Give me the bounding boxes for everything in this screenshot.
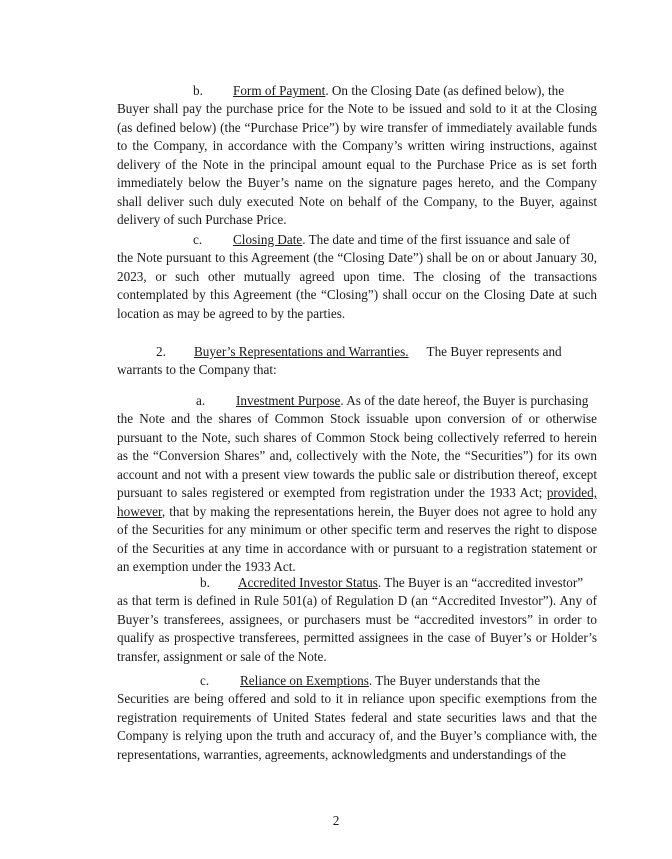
section-lead-text: The Buyer represents and: [426, 344, 562, 359]
section-c-reliance-heading-line: [200, 672, 540, 691]
section-2-body: warrants to the Company that:: [117, 362, 277, 377]
section-a-investment-heading-line: [196, 392, 588, 411]
section-lead-text: . The date and time of the first issuance and sale of: [302, 232, 571, 247]
section-b-payment-heading-line: [193, 82, 564, 101]
section-b-accredited-body: as that term is defined in Rule 501(a) of Regulation D (an “Accredited Investor”). Any of Buyer’s transferees, assignees, or purchasers must be “accredited investors” in order to qualify as prospective transferees, permitted assignees in the case of Buyer’s or Holder’s transfer, assignment or sale of the Note.: [117, 593, 597, 664]
body-text-1: the Note and the shares of Common Stock issuable upon conversion of or otherwise pursuant to the Note, such shares of Common Stock being collectively referred to herein as the “Conversion Shares” and, collectively with the Note, the “Securities”) for its own account and not with a present view towards the public sale or distribution thereof, except pursuant to sales registered or exempted from registration under the 1933 Act;: [117, 411, 597, 500]
section-letter: a.: [196, 393, 206, 408]
section-b-payment-body: Buyer shall pay the purchase price for the Note to be issued and sold to it at the Closing (as defined below) (the “Purchase Price”) by wire transfer of immediately available funds to the Company, in accordance with the Company’s written wiring instructions, against delivery of the Note in the principal amount equal to the Purchase Price as is set forth immediately below the Buyer’s name on the signature pages hereto, and the Company shall deliver such duly executed Note on behalf of the Company, to the Buyer, against delivery of such Purchase Price.: [117, 101, 597, 227]
section-lead-text: . As of the date hereof, the Buyer is purchasing: [340, 393, 589, 408]
body-text-2: , that by making the representations herein, the Buyer does not agree to hold any of the Securities for any minimum or other specific term and reserves the right to dispose of the Securities at any time in accordance with or pursuant to a registration statement or an exemption under the 1933 Act.: [117, 503, 597, 574]
section-heading: Closing Date: [233, 232, 303, 247]
section-number: 2.: [156, 344, 166, 359]
section-c-closing-body: the Note pursuant to this Agreement (the “Closing Date”) shall be on or about January 30, 2023, or such other mutually agreed upon time. The closing of the transactions contemplated by this Agreement (the “Closing”) shall occur on the Closing Date at such location as may be agreed to by the parties.: [117, 250, 597, 321]
page-number: 2: [332, 813, 340, 828]
section-letter: b.: [193, 83, 203, 98]
section-letter: b.: [200, 575, 210, 590]
section-letter: c.: [193, 232, 203, 247]
section-2-heading-line: [156, 343, 562, 362]
section-a-investment-body: [117, 410, 597, 574]
section-heading: Reliance on Exemptions: [240, 673, 369, 688]
section-c-reliance-body: Securities are being offered and sold to it in reliance upon specific exemptions from the registration requirements of United States federal and state securities laws and that the Company is relying upon the truth and accuracy of, and the Buyer’s compliance with, the representations, warranties, agreements, acknowledgments and understandings of the: [117, 691, 597, 762]
section-heading: Investment Purpose: [236, 393, 341, 408]
section-lead-text: . The Buyer is an “accredited investor”: [377, 575, 584, 590]
section-b-accredited-heading-line: [200, 574, 583, 593]
section-lead-text: . On the Closing Date (as defined below), the: [325, 83, 565, 98]
section-heading: Form of Payment: [233, 83, 326, 98]
section-heading: Buyer’s Representations and Warranties.: [194, 344, 409, 359]
proviso-term: provided, however: [117, 485, 597, 519]
section-heading: Accredited Investor Status: [238, 575, 378, 590]
section-lead-text: . The Buyer understands that the: [368, 673, 541, 688]
section-c-closing-heading-line: [193, 231, 570, 250]
section-letter: c.: [200, 673, 210, 688]
